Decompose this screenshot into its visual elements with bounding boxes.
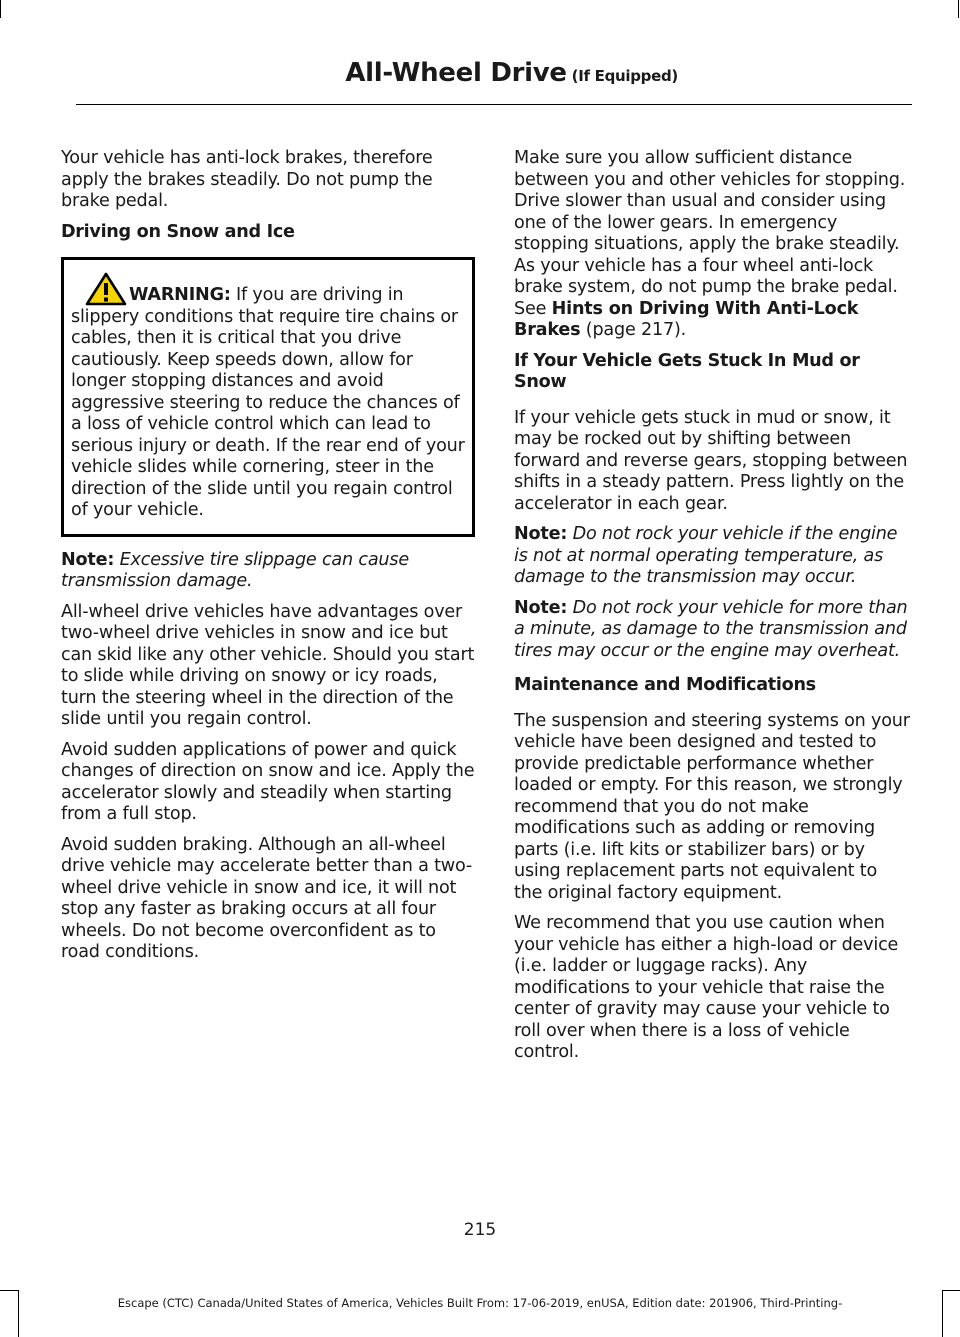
crop-mark-bottom-right — [942, 1290, 960, 1291]
header-divider — [76, 104, 912, 105]
paragraph: Avoid sudden braking. Although an all-wheel drive vehicle may accelerate better than a two-wheel drive vehicle in snow and ice, it will not stop any faster as braking occurs at all four wheels. Do not become overconfident as to road conditions. — [61, 834, 473, 962]
section-heading: If Your Vehicle Gets Stuck In Mud or Snow — [514, 350, 860, 392]
warning-label: WARNING: — [129, 285, 231, 305]
crop-mark-top-left — [0, 0, 1, 18]
note — [514, 524, 910, 589]
note-label: Note: — [61, 549, 115, 570]
page-title-suffix: (If Equipped) — [566, 67, 678, 85]
crop-mark-top-right — [958, 0, 959, 18]
page-number: 215 — [463, 1220, 497, 1240]
page-title — [345, 58, 678, 88]
note-text: Do not rock your vehicle if the engine is not at normal operating temperature, as damage to the transmission may occur. — [514, 524, 898, 587]
paragraph-text: Make sure you allow sufficient distance between you and other vehicles for stopping. Drive slower than usual and consider using one of the lower gears. In emergency stopping situations, apply the brake steadily. As your vehicle has a four wheel anti-lock brake system, do not pump the brake pedal. See — [514, 148, 906, 319]
note — [61, 550, 475, 593]
note-label: Note: — [514, 597, 568, 618]
paragraph: Avoid sudden applications of power and quick changes of direction on snow and ice. Apply the accelerator slowly and steadily when starting from a full stop. — [61, 739, 475, 824]
note — [514, 598, 910, 663]
paragraph — [514, 148, 910, 342]
paragraph: The suspension and steering systems on your vehicle have been designed and tested to provide predictable performance whether loaded or empty. For this reason, we strongly recommend that you do not make modifications such as adding or removing parts (i.e. lift kits or stabilizer bars) or by using replacement parts not equivalent to the original factory equipment. — [514, 710, 910, 903]
paragraph: We recommend that you use caution when your vehicle has either a high-load or device (i.e. ladder or luggage racks). Any modifications to your vehicle that raise the center of gravity may cause your vehicle to roll over when there is a loss of vehicle control. — [514, 913, 899, 1062]
warning-box — [61, 257, 475, 537]
note-text: Do not rock your vehicle for more than a minute, as damage to the transmission and tires may occur or the engine may overheat. — [514, 597, 908, 661]
left-column — [61, 148, 475, 973]
paragraph: All-wheel drive vehicles have advantages over two-wheel drive vehicles in snow and ice but can skid like any other vehicle. Should you start to slide while driving on snowy or icy roads, turn the steering wheel in the direction of the slide until you regain control. — [61, 601, 475, 729]
note-text: Excessive tire slippage can cause transmission damage. — [61, 549, 409, 591]
page-reference: (page 217). — [580, 320, 687, 340]
page-title-text: All-Wheel Drive — [345, 58, 567, 88]
warning-triangle-icon — [85, 272, 127, 306]
paragraph: Your vehicle has anti-lock brakes, therefore apply the brakes steadily. Do not pump the brake pedal. — [61, 148, 433, 211]
note-label: Note: — [514, 524, 568, 544]
warning-text: If you are driving in slippery conditions that require tire chains or cables, then it is critical that you drive cautiously. Keep speeds down, allow for longer stopping distances and avoid aggressive steering to reduce the chances of a loss of vehicle control which can lead to serious injury or death. If the rear end of your vehicle slides while cornering, steer in the direction of the slide until you regain control of your vehicle. — [71, 285, 465, 520]
paragraph: If your vehicle gets stuck in mud or snow, it may be rocked out by shifting between forward and reverse gears, stopping between shifts in a steady pattern. Press lightly on the accelerator in each gear. — [514, 407, 908, 514]
footer-text: Escape (CTC) Canada/United States of America, Vehicles Built From: 17-06-2019, enUSA, Edition date: 201906, Third-Printing- — [117, 1296, 843, 1310]
section-heading: Driving on Snow and Ice — [61, 221, 295, 242]
cross-reference-link[interactable]: Hints on Driving With Anti-Lock Brakes — [514, 298, 859, 340]
crop-mark-bottom-left — [0, 1290, 18, 1291]
section-heading: Maintenance and Modifications — [514, 675, 816, 695]
right-column — [514, 148, 910, 1073]
